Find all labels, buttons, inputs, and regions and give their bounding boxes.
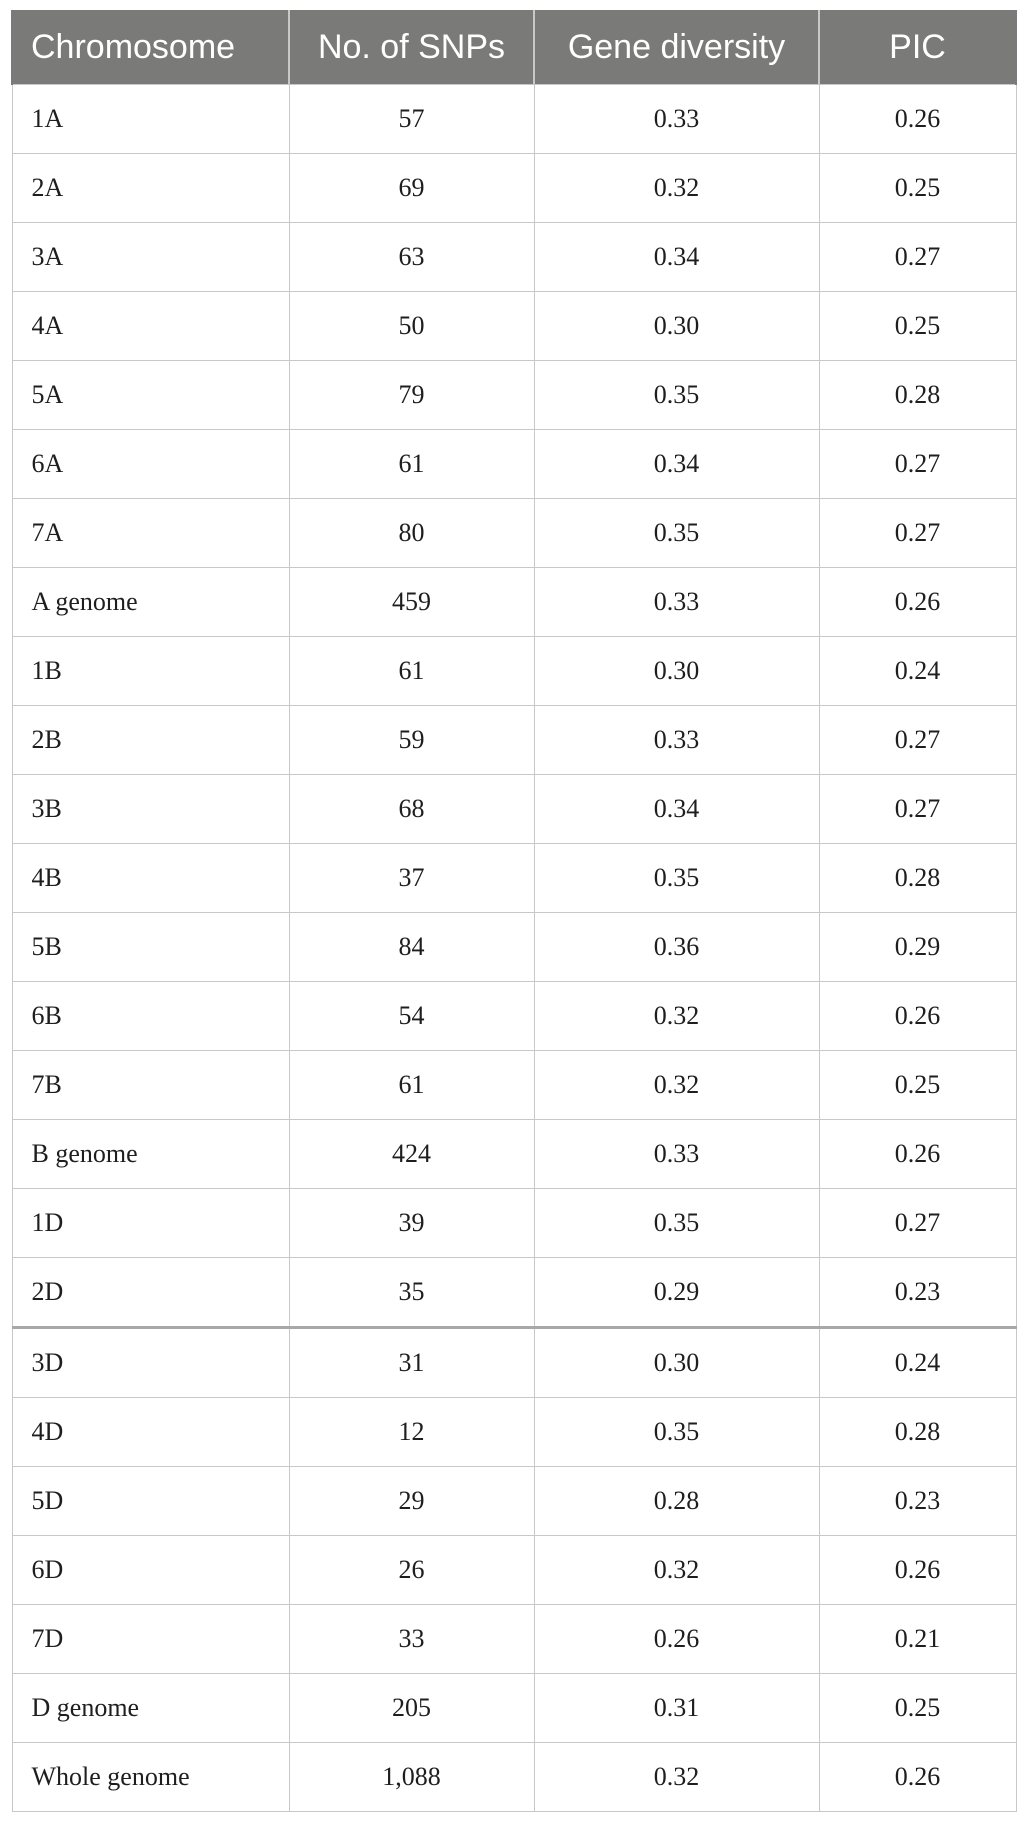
cell-snp-count: 61	[289, 1051, 534, 1120]
cell-pic: 0.24	[819, 1328, 1016, 1398]
table-body	[12, 85, 1016, 1812]
cell-snp-count: 33	[289, 1605, 534, 1674]
table-row	[12, 499, 1016, 568]
table-row	[12, 1189, 1016, 1258]
cell-snp-count: 54	[289, 982, 534, 1051]
table-row	[12, 1258, 1016, 1328]
table-row	[12, 982, 1016, 1051]
cell-pic: 0.26	[819, 982, 1016, 1051]
cell-gene-diversity: 0.33	[534, 1120, 819, 1189]
cell-snp-count: 63	[289, 223, 534, 292]
cell-snp-count: 29	[289, 1467, 534, 1536]
cell-snp-count: 39	[289, 1189, 534, 1258]
cell-gene-diversity: 0.35	[534, 1189, 819, 1258]
cell-gene-diversity: 0.35	[534, 844, 819, 913]
cell-snp-count: 68	[289, 775, 534, 844]
header-row	[12, 10, 1016, 85]
cell-snp-count: 69	[289, 154, 534, 223]
cell-chromosome: 6D	[12, 1536, 289, 1605]
cell-snp-count: 424	[289, 1120, 534, 1189]
cell-chromosome: 4B	[12, 844, 289, 913]
cell-gene-diversity: 0.34	[534, 775, 819, 844]
table-row	[12, 844, 1016, 913]
cell-pic: 0.21	[819, 1605, 1016, 1674]
cell-gene-diversity: 0.32	[534, 154, 819, 223]
cell-chromosome: 3A	[12, 223, 289, 292]
cell-chromosome: A genome	[12, 568, 289, 637]
cell-pic: 0.26	[819, 568, 1016, 637]
cell-snp-count: 50	[289, 292, 534, 361]
cell-gene-diversity: 0.26	[534, 1605, 819, 1674]
cell-chromosome: 7A	[12, 499, 289, 568]
cell-gene-diversity: 0.33	[534, 85, 819, 154]
cell-snp-count: 57	[289, 85, 534, 154]
cell-snp-count: 1,088	[289, 1743, 534, 1812]
cell-chromosome: D genome	[12, 1674, 289, 1743]
cell-pic: 0.26	[819, 85, 1016, 154]
cell-snp-count: 12	[289, 1398, 534, 1467]
cell-pic: 0.25	[819, 1674, 1016, 1743]
cell-snp-count: 26	[289, 1536, 534, 1605]
cell-gene-diversity: 0.33	[534, 568, 819, 637]
table-row	[12, 1674, 1016, 1743]
table-row	[12, 1467, 1016, 1536]
cell-gene-diversity: 0.30	[534, 1328, 819, 1398]
cell-pic: 0.27	[819, 499, 1016, 568]
table-row	[12, 1328, 1016, 1398]
cell-gene-diversity: 0.30	[534, 292, 819, 361]
cell-chromosome: 2D	[12, 1258, 289, 1328]
cell-pic: 0.27	[819, 1189, 1016, 1258]
cell-gene-diversity: 0.28	[534, 1467, 819, 1536]
snp-statistics-table	[11, 10, 1017, 1812]
header-gene-diversity: Gene diversity	[534, 10, 819, 85]
cell-pic: 0.27	[819, 775, 1016, 844]
cell-snp-count: 80	[289, 499, 534, 568]
cell-pic: 0.28	[819, 361, 1016, 430]
table-row	[12, 637, 1016, 706]
table-row	[12, 292, 1016, 361]
cell-gene-diversity: 0.35	[534, 1398, 819, 1467]
table-row	[12, 154, 1016, 223]
cell-pic: 0.26	[819, 1120, 1016, 1189]
cell-snp-count: 61	[289, 637, 534, 706]
table-row	[12, 1743, 1016, 1812]
table-row	[12, 913, 1016, 982]
cell-chromosome: Whole genome	[12, 1743, 289, 1812]
cell-chromosome: 4D	[12, 1398, 289, 1467]
cell-snp-count: 79	[289, 361, 534, 430]
table-row	[12, 1605, 1016, 1674]
table-row	[12, 1398, 1016, 1467]
table-row	[12, 1051, 1016, 1120]
cell-chromosome: 7B	[12, 1051, 289, 1120]
cell-chromosome: 4A	[12, 292, 289, 361]
cell-chromosome: 5B	[12, 913, 289, 982]
cell-pic: 0.29	[819, 913, 1016, 982]
cell-chromosome: 1D	[12, 1189, 289, 1258]
cell-gene-diversity: 0.32	[534, 1051, 819, 1120]
header-chromosome: Chromosome	[12, 10, 289, 85]
cell-gene-diversity: 0.32	[534, 1743, 819, 1812]
cell-chromosome: 3D	[12, 1328, 289, 1398]
table-row	[12, 706, 1016, 775]
cell-pic: 0.25	[819, 292, 1016, 361]
cell-snp-count: 205	[289, 1674, 534, 1743]
cell-snp-count: 35	[289, 1258, 534, 1328]
cell-gene-diversity: 0.34	[534, 223, 819, 292]
table-row	[12, 361, 1016, 430]
cell-snp-count: 37	[289, 844, 534, 913]
cell-snp-count: 59	[289, 706, 534, 775]
cell-chromosome: 5D	[12, 1467, 289, 1536]
cell-chromosome: 1B	[12, 637, 289, 706]
cell-chromosome: 5A	[12, 361, 289, 430]
cell-pic: 0.27	[819, 223, 1016, 292]
cell-gene-diversity: 0.33	[534, 706, 819, 775]
cell-chromosome: 6A	[12, 430, 289, 499]
cell-snp-count: 31	[289, 1328, 534, 1398]
cell-pic: 0.28	[819, 844, 1016, 913]
cell-chromosome: 1A	[12, 85, 289, 154]
table-row	[12, 223, 1016, 292]
cell-pic: 0.23	[819, 1258, 1016, 1328]
cell-chromosome: 7D	[12, 1605, 289, 1674]
cell-gene-diversity: 0.35	[534, 499, 819, 568]
cell-snp-count: 459	[289, 568, 534, 637]
cell-pic: 0.26	[819, 1743, 1016, 1812]
cell-gene-diversity: 0.30	[534, 637, 819, 706]
cell-pic: 0.26	[819, 1536, 1016, 1605]
table-row	[12, 1120, 1016, 1189]
header-no-of-snps: No. of SNPs	[289, 10, 534, 85]
table-row	[12, 1536, 1016, 1605]
table-row	[12, 85, 1016, 154]
header-pic: PIC	[819, 10, 1016, 85]
cell-pic: 0.24	[819, 637, 1016, 706]
cell-gene-diversity: 0.34	[534, 430, 819, 499]
cell-pic: 0.27	[819, 706, 1016, 775]
table-row	[12, 430, 1016, 499]
table-row	[12, 568, 1016, 637]
cell-pic: 0.25	[819, 1051, 1016, 1120]
cell-snp-count: 84	[289, 913, 534, 982]
cell-gene-diversity: 0.31	[534, 1674, 819, 1743]
cell-pic: 0.28	[819, 1398, 1016, 1467]
cell-pic: 0.25	[819, 154, 1016, 223]
cell-gene-diversity: 0.36	[534, 913, 819, 982]
table-header	[12, 10, 1016, 85]
cell-pic: 0.23	[819, 1467, 1016, 1536]
cell-chromosome: 2B	[12, 706, 289, 775]
cell-gene-diversity: 0.32	[534, 982, 819, 1051]
cell-chromosome: B genome	[12, 1120, 289, 1189]
cell-gene-diversity: 0.35	[534, 361, 819, 430]
cell-chromosome: 3B	[12, 775, 289, 844]
cell-gene-diversity: 0.29	[534, 1258, 819, 1328]
cell-snp-count: 61	[289, 430, 534, 499]
cell-pic: 0.27	[819, 430, 1016, 499]
cell-chromosome: 6B	[12, 982, 289, 1051]
table-row	[12, 775, 1016, 844]
cell-gene-diversity: 0.32	[534, 1536, 819, 1605]
cell-chromosome: 2A	[12, 154, 289, 223]
